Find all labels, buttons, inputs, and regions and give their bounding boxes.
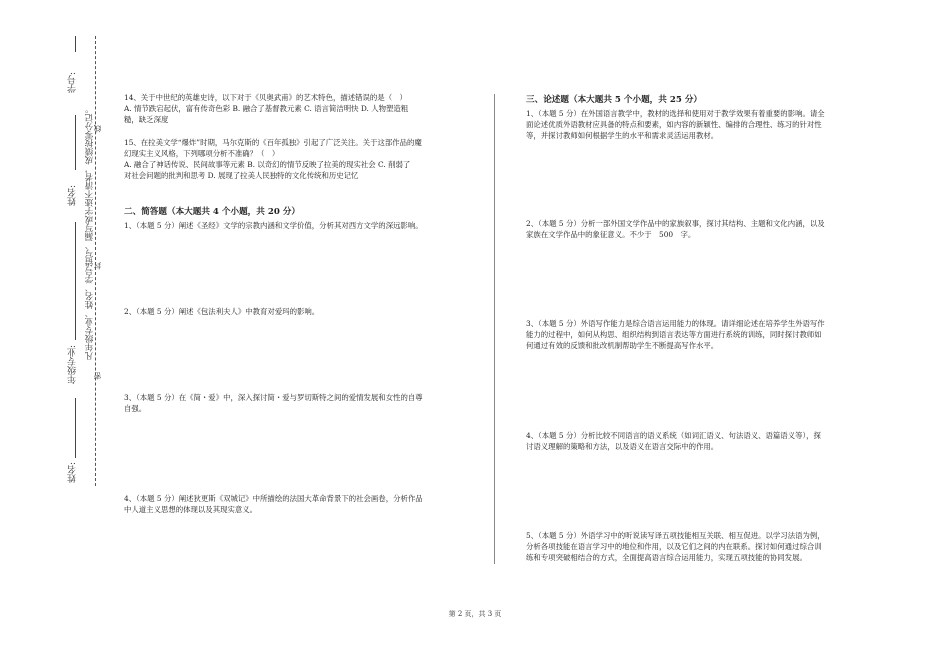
essay-5-line: 分析各项技能在语言学习中的地位和作用，以及它们之间的内在联系。探讨如何通过综合训: [526, 542, 822, 551]
question-15: [124, 137, 476, 181]
binding-mark-feng: 封: [93, 262, 102, 270]
short-answer-4-line: 中人道主义思想的体现以及其现实意义。: [124, 505, 258, 514]
essay-4: [526, 430, 871, 452]
essay-1-line: 1、（本题 5 分）在外国语言教学中，教材的选择和使用对于教学效果有着重要的影响。请全: [526, 109, 825, 118]
essay-3: [526, 318, 871, 351]
binding-dashed-line: [95, 36, 96, 486]
question-14: [124, 92, 476, 125]
essay-1-line: 面论述优质外语教材应具备的特点和要素，如内容的新颖性、编排的合理性、练习的针对性: [526, 120, 822, 129]
question-14-options: A. 情节跌宕起伏，富有传奇色彩 B. 融合了基督教元素 C. 语言简洁明快 D. 人物塑造粗: [124, 104, 409, 113]
essay-5: [526, 530, 871, 563]
essay-2: [526, 218, 871, 240]
margin-rule: [75, 398, 76, 458]
essay-2-line: 家族在文学作品中的象征意义。不少于 500 字。: [526, 230, 696, 239]
essay-2-line: 2、（本题 5 分）分析一部外国文学作品中的家族叙事，探讨其结构、主题和文化内涵，以及: [526, 219, 825, 228]
short-answer-2: 2、（本题 5 分）阐述《包法利夫人》中教育对爱玛的影响。: [124, 307, 320, 316]
grade-major-label: 年级专业:: [68, 345, 78, 385]
short-answer-4-line: 4、（本题 5 分）阐述狄更斯《双城记》中所描绘的法国大革命背景下的社会画卷，分析作品: [124, 494, 423, 503]
question-14-stem: 14、关于中世纪的英雄史诗，以下对于《贝奥武甫》的艺术特色，描述错误的是（ ）: [124, 93, 407, 102]
essay-4-line: 讨语义理解的策略和方法，以及语义在语言交际中的作用。: [526, 442, 719, 451]
page-footer: 第 2 页，共 3 页: [448, 610, 502, 618]
binding-mark-xian: 线: [93, 125, 102, 133]
short-answer-1: 1、（本题 5 分）阐述《圣经》文学的宗教内涵和文学价值，分析其对西方文学的深远影响。: [124, 221, 423, 230]
essay-1-line: 等，并探讨教师如何根据学生的水平和需求灵活运用教材。: [526, 131, 719, 140]
binding-mark-mi: 密: [93, 372, 102, 380]
short-answer-3: [124, 392, 476, 414]
essay-4-line: 4、（本题 5 分）分析比较不同语言的语义系统（如词汇语义、句法语义、语篇语义等），探: [526, 431, 821, 440]
essay-3-line: 3、（本题 5 分）外语写作能力是综合语言运用能力的体现。请详细论述在培养学生外语写作: [526, 319, 825, 328]
question-15-stem-cont: 幻现实主义风格，下列哪项分析不准确？（ ）: [124, 149, 280, 158]
essay-3-line: 何通过有效的反馈和批改机制帮助学生不断提高写作水平。: [526, 341, 719, 350]
binding-note: 凡年级专业、姓名、学号错写、漏写或字迹不清者，成绩按零分记。: [85, 105, 95, 360]
left-column: [124, 92, 476, 181]
essay-1: [526, 108, 871, 141]
margin-rule: [75, 222, 76, 340]
question-15-stem: 15、在拉美文学“爆炸”时期，马尔克斯的《百年孤独》引起了广泛关注。关于这部作品的魔: [124, 138, 422, 147]
question-15-options: A. 融合了神话传说、民间故事等元素 B. 以奇幻的情节反映了拉美的现实社会 C. 削弱了: [124, 160, 411, 169]
short-answer-3-line: 自强。: [124, 404, 147, 413]
margin-rule: [75, 36, 76, 52]
question-14-options-cont: 糙，缺乏深度: [124, 115, 169, 124]
name-label-2: 姓名:: [68, 462, 78, 484]
short-answer-4: [124, 493, 476, 515]
section-2-title: 二、简答题（本大题共 4 个小题，共 20 分）: [124, 207, 301, 217]
column-divider: [494, 94, 495, 564]
student-id-label: 学号:: [68, 72, 78, 94]
section-3-title: 三、论述题（本大题共 5 个小题，共 25 分）: [526, 95, 703, 105]
margin-rule: [75, 115, 76, 170]
short-answer-3-line: 3、（本题 5 分）在《简・爱》中，深入探讨简・爱与罗切斯特之间的爱情发展和女性的自尊: [124, 393, 423, 402]
name-label: 姓名:: [68, 185, 78, 207]
essay-5-line: 练和专项突破相结合的方式，全面提高语言综合运用能力，实现五项技能的协同发展。: [526, 553, 807, 562]
essay-3-line: 能力的过程中，如何从构思、组织结构到语言表达等方面进行系统的训练，同时探讨教师如: [526, 330, 822, 339]
question-15-options-cont: 对社会问题的批判和思考 D. 展现了拉美人民独特的文化传统和历史记忆: [124, 171, 359, 180]
essay-5-line: 5、（本题 5 分）外语学习中的听说读写译五项技能相互关联、相互促进。以学习法语为例，: [526, 531, 825, 540]
